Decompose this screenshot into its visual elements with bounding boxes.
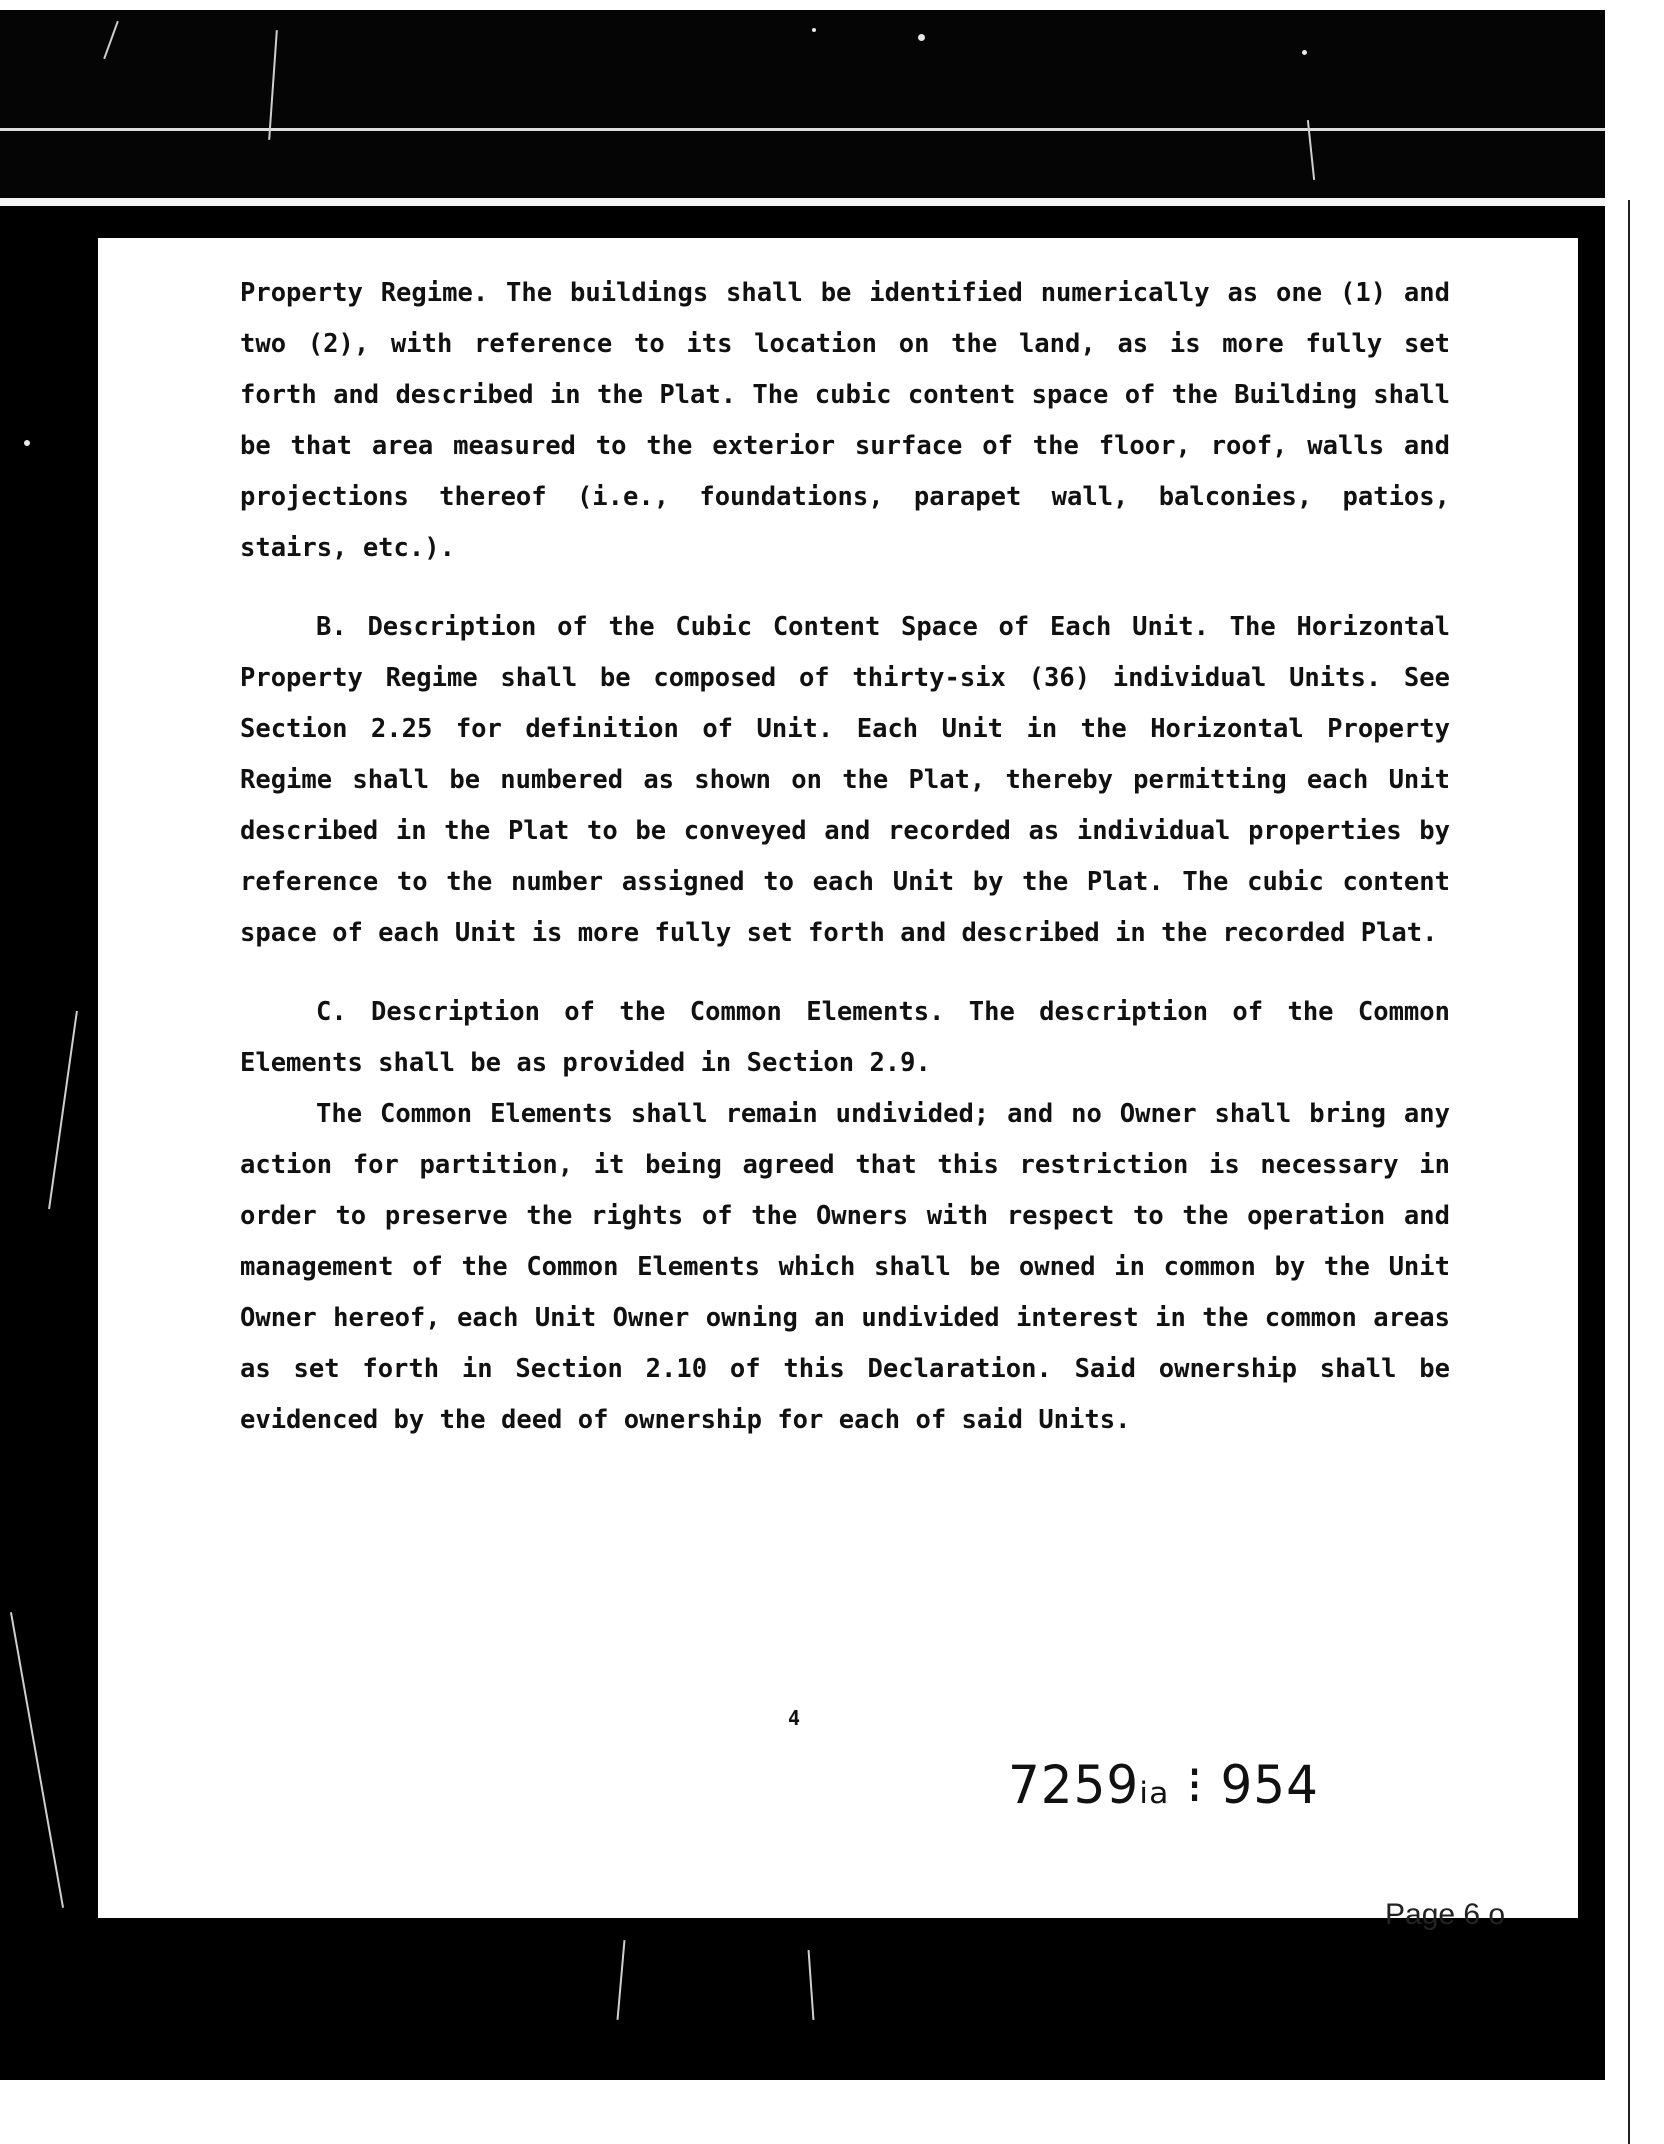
scan-band-line (0, 128, 1605, 131)
scan-top-band (0, 10, 1605, 205)
scan-streak (10, 1612, 64, 1908)
scan-speck (24, 440, 30, 446)
body-text (240, 268, 1450, 1474)
scan-speck (812, 28, 816, 32)
paragraph-property-regime: Property Regime. The buildings shall be identified numerically as one (1) and two (2), with reference to its location on the land, as is more fully set forth and described in the Plat. The cubic content space of the Building shall be that area measured to the exterior surface of the floor, roof, walls and projections thereof (i.e., foundations, parapet wall, balconies, patios, stairs, etc.). (240, 278, 1450, 563)
record-stamp: 7259ᵢₐ ⁝ 954 (1008, 1754, 1319, 1816)
paragraph-undivided: The Common Elements shall remain undivided; and no Owner shall bring any action for partition, it being agreed that this restriction is necessary in order to preserve the rights of the Owners with respect to the operation and management of the Common Elements which shall be owned in common by the Unit Owner hereof, each Unit Owner owning an undivided interest in the common areas as set forth in Section 2.10 of this Declaration. Said ownership shall be evidenced by the deed of ownership for each of said Units. (240, 1099, 1450, 1435)
scan-streak (48, 1011, 78, 1209)
scan-speck (1302, 50, 1307, 55)
document-page (98, 238, 1578, 1918)
scan-band-line (0, 198, 1605, 206)
scan-frame (0, 10, 1605, 2080)
scan-streak (103, 21, 119, 59)
scan-speck (918, 34, 925, 41)
paragraph-common-elements: C. Description of the Common Elements. The description of the Common Elements shall be as provided in Section 2.9. (240, 997, 1450, 1078)
scan-streak (617, 1940, 626, 2020)
right-edge-rule (1628, 200, 1630, 2144)
paragraph-unit-description: B. Description of the Cubic Content Space of Each Unit. The Horizontal Property Regime shall be composed of thirty-six (36) individual Units. See Section 2.25 for definition of Unit. Each Unit in the Horizontal Property Regime shall be numbered as shown on the Plat, thereby permitting each Unit described in the Plat to be conveyed and recorded as individual properties by reference to the number assigned to each Unit by the Plat. The cubic content space of each Unit is more fully set forth and described in the recorded Plat. (240, 612, 1450, 948)
scan-streak (808, 1950, 815, 2020)
scan-streak (268, 30, 278, 140)
page-number: 4 (788, 1706, 801, 1730)
page-label: Page 6 o (1385, 1898, 1506, 1931)
